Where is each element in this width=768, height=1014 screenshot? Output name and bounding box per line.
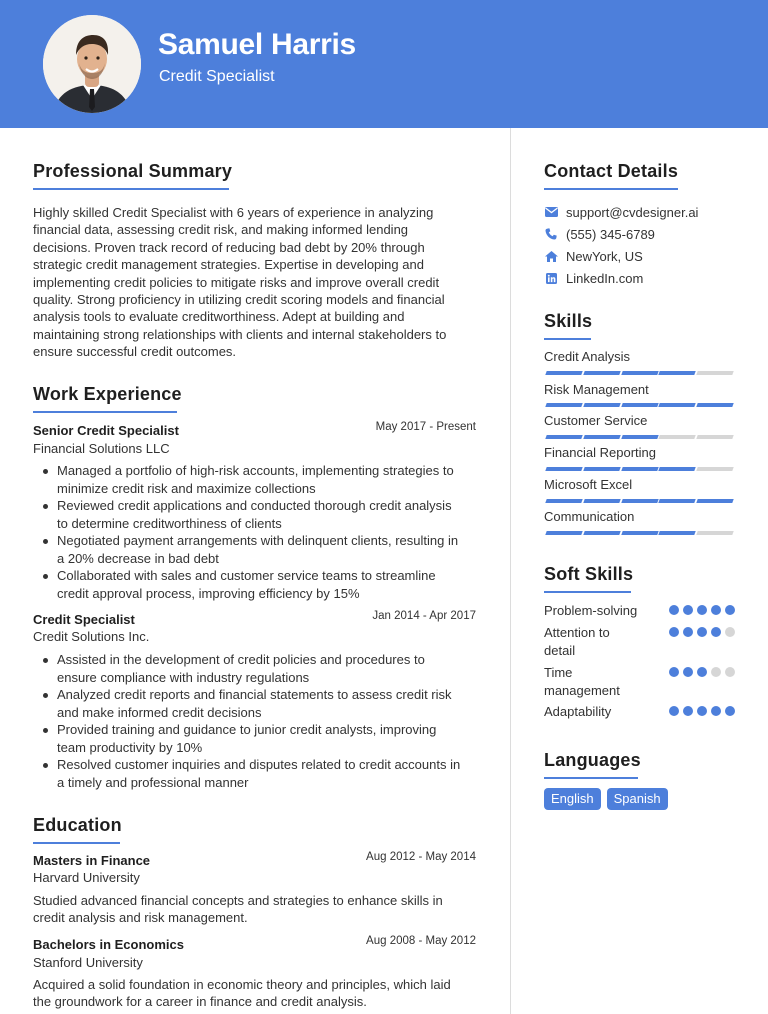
- skill-level-segment: [696, 531, 733, 535]
- skill-level-segment: [545, 467, 582, 471]
- summary-text: Highly skilled Credit Specialist with 6 years of experience in analyzing financial data, assessing credit risk, and making informed lending decisions. Proven track record of reducing bad debt by 20% through strategic credit management strategies. Expertise in developing and implementing credit policies to mitigate risks and improve overall credit quality. Strong proficiency in utilizing credit scoring models and financial analysis tools to evaluate creditworthiness. Adept at building and maintaining strong relationships with clients and internal stakeholders to ensure successful credit outcomes.: [33, 205, 447, 360]
- degree-description: Studied advanced financial concepts and strategies to enhance skills in credit analysis and risk management.: [33, 893, 443, 926]
- soft-skill-name: Adaptability: [544, 704, 612, 719]
- avatar: [43, 15, 141, 113]
- language-badge: English: [544, 788, 601, 810]
- rating-dot: [683, 706, 693, 716]
- skill-level-segment: [545, 531, 582, 535]
- skill-level-segment: [696, 371, 733, 375]
- skill-level-segment: [583, 467, 620, 471]
- rating-dot: [711, 627, 721, 637]
- contact-phone[interactable]: (555) 345-6789: [544, 225, 655, 243]
- job-bullets: [33, 651, 460, 791]
- skill-level-segment: [583, 531, 620, 535]
- soft-skill-rating: [669, 605, 735, 615]
- skill-name: Financial Reporting: [544, 445, 657, 460]
- soft-skills-underline: [544, 591, 631, 593]
- summary-underline: [33, 188, 229, 190]
- skill-level-segment: [621, 531, 658, 535]
- rating-dot: [697, 605, 707, 615]
- job-company: Credit Solutions Inc.: [33, 629, 150, 644]
- rating-dot: [725, 605, 735, 615]
- degree-date: Aug 2008 - May 2012: [366, 935, 476, 947]
- skill-level-bar: [546, 403, 733, 407]
- skill-level-segment: [659, 531, 696, 535]
- list-item: Resolved customer inquiries and disputes related to credit accounts in a timely and professional manner: [33, 756, 460, 791]
- skill-level-segment: [621, 435, 658, 439]
- skill-level-bar: [546, 499, 733, 503]
- skill-level-segment: [696, 499, 733, 503]
- soft-skill-rating: [669, 627, 735, 637]
- list-item: Managed a portfolio of high-risk accounts, implementing strategies to minimize credit risk and maximize collections: [33, 462, 458, 497]
- skill-level-segment: [583, 499, 620, 503]
- language-badge: Spanish: [607, 788, 668, 810]
- skill-level-segment: [696, 403, 733, 407]
- skill-level-segment: [583, 371, 620, 375]
- experience-heading: Work Experience: [33, 384, 182, 405]
- skill-level-bar: [546, 435, 733, 439]
- skill-level-segment: [545, 371, 582, 375]
- candidate-name: Samuel Harris: [158, 28, 356, 61]
- linkedin-icon: [544, 271, 558, 285]
- skill-level-segment: [696, 435, 733, 439]
- skill-level-segment: [545, 403, 582, 407]
- skill-level-segment: [659, 435, 696, 439]
- job-date: Jan 2014 - Apr 2017: [372, 610, 476, 622]
- profile-photo: [43, 15, 141, 113]
- rating-dot: [711, 667, 721, 677]
- rating-dot: [683, 605, 693, 615]
- skill-level-segment: [659, 403, 696, 407]
- candidate-role: Credit Specialist: [159, 68, 275, 85]
- skill-level-segment: [696, 467, 733, 471]
- skill-level-bar: [546, 371, 733, 375]
- education-underline: [33, 842, 120, 844]
- rating-dot: [711, 605, 721, 615]
- soft-skill-name: Time management: [544, 665, 620, 698]
- degree-description: Acquired a solid foundation in economic theory and principles, which laid the groundwork for a career in finance and credit analysis.: [33, 977, 451, 1010]
- rating-dot: [697, 627, 707, 637]
- skill-level-bar: [546, 467, 733, 471]
- degree-title: Bachelors in Economics: [33, 937, 184, 952]
- soft-skill-name: Attention to detail: [544, 625, 610, 658]
- skill-name: Customer Service: [544, 413, 648, 428]
- contact-email[interactable]: support@cvdesigner.ai: [544, 203, 698, 221]
- skill-name: Risk Management: [544, 382, 649, 397]
- language-list: [544, 788, 668, 810]
- skill-level-segment: [621, 467, 658, 471]
- experience-underline: [33, 411, 177, 413]
- skill-name: Credit Analysis: [544, 349, 630, 364]
- skill-level-segment: [659, 499, 696, 503]
- school-name: Stanford University: [33, 955, 143, 970]
- rating-dot: [725, 627, 735, 637]
- rating-dot: [697, 667, 707, 677]
- summary-heading: Professional Summary: [33, 161, 232, 182]
- rating-dot: [669, 627, 679, 637]
- skill-level-segment: [583, 435, 620, 439]
- rating-dot: [669, 667, 679, 677]
- contact-linkedin[interactable]: LinkedIn.com: [544, 269, 643, 287]
- skill-level-segment: [659, 371, 696, 375]
- column-divider: [510, 128, 511, 1014]
- rating-dot: [725, 667, 735, 677]
- rating-dot: [669, 706, 679, 716]
- rating-dot: [711, 706, 721, 716]
- skill-level-segment: [621, 371, 658, 375]
- list-item: Analyzed credit reports and financial statements to assess credit risk and make informed credit decisions: [33, 686, 460, 721]
- skills-underline: [544, 338, 591, 340]
- skill-name: Microsoft Excel: [544, 477, 633, 492]
- skill-level-segment: [659, 467, 696, 471]
- languages-underline: [544, 777, 638, 779]
- soft-skill-rating: [669, 706, 735, 716]
- list-item: Negotiated payment arrangements with delinquent clients, resulting in a 20% decrease in bad debt: [33, 532, 458, 567]
- home-icon: [544, 249, 558, 263]
- skill-level-bar: [546, 531, 733, 535]
- job-date: May 2017 - Present: [375, 421, 476, 433]
- phone-icon: [544, 227, 558, 241]
- rating-dot: [669, 605, 679, 615]
- skill-level-segment: [583, 403, 620, 407]
- soft-skill-name: Problem-solving: [544, 603, 638, 618]
- header-banner: [0, 0, 768, 128]
- rating-dot: [683, 627, 693, 637]
- skill-level-segment: [621, 499, 658, 503]
- contact-underline: [544, 188, 678, 190]
- languages-heading: Languages: [544, 750, 641, 771]
- skill-level-segment: [545, 499, 582, 503]
- soft-skill-rating: [669, 667, 735, 677]
- degree-date: Aug 2012 - May 2014: [366, 851, 476, 863]
- envelope-icon: [544, 205, 558, 219]
- list-item: Reviewed credit applications and conducted thorough credit analysis to determine creditworthiness of clients: [33, 497, 458, 532]
- job-bullets: [33, 462, 458, 602]
- job-title: Senior Credit Specialist: [33, 423, 179, 438]
- skill-level-segment: [545, 435, 582, 439]
- rating-dot: [683, 667, 693, 677]
- contact-heading: Contact Details: [544, 161, 678, 182]
- list-item: Provided training and guidance to junior credit analysts, improving team productivity by 10%: [33, 721, 460, 756]
- skill-name: Communication: [544, 509, 635, 524]
- school-name: Harvard University: [33, 870, 140, 885]
- job-title: Credit Specialist: [33, 612, 135, 627]
- education-heading: Education: [33, 815, 122, 836]
- contact-location: NewYork, US: [544, 247, 643, 265]
- skill-level-segment: [621, 403, 658, 407]
- rating-dot: [725, 706, 735, 716]
- rating-dot: [697, 706, 707, 716]
- degree-title: Masters in Finance: [33, 853, 151, 868]
- list-item: Collaborated with sales and customer service teams to streamline credit approval process, improving efficiency by 15%: [33, 567, 458, 602]
- job-company: Financial Solutions LLC: [33, 441, 170, 456]
- skills-heading: Skills: [544, 311, 592, 332]
- list-item: Assisted in the development of credit policies and procedures to ensure compliance with industry regulations: [33, 651, 460, 686]
- soft-skills-heading: Soft Skills: [544, 564, 633, 585]
